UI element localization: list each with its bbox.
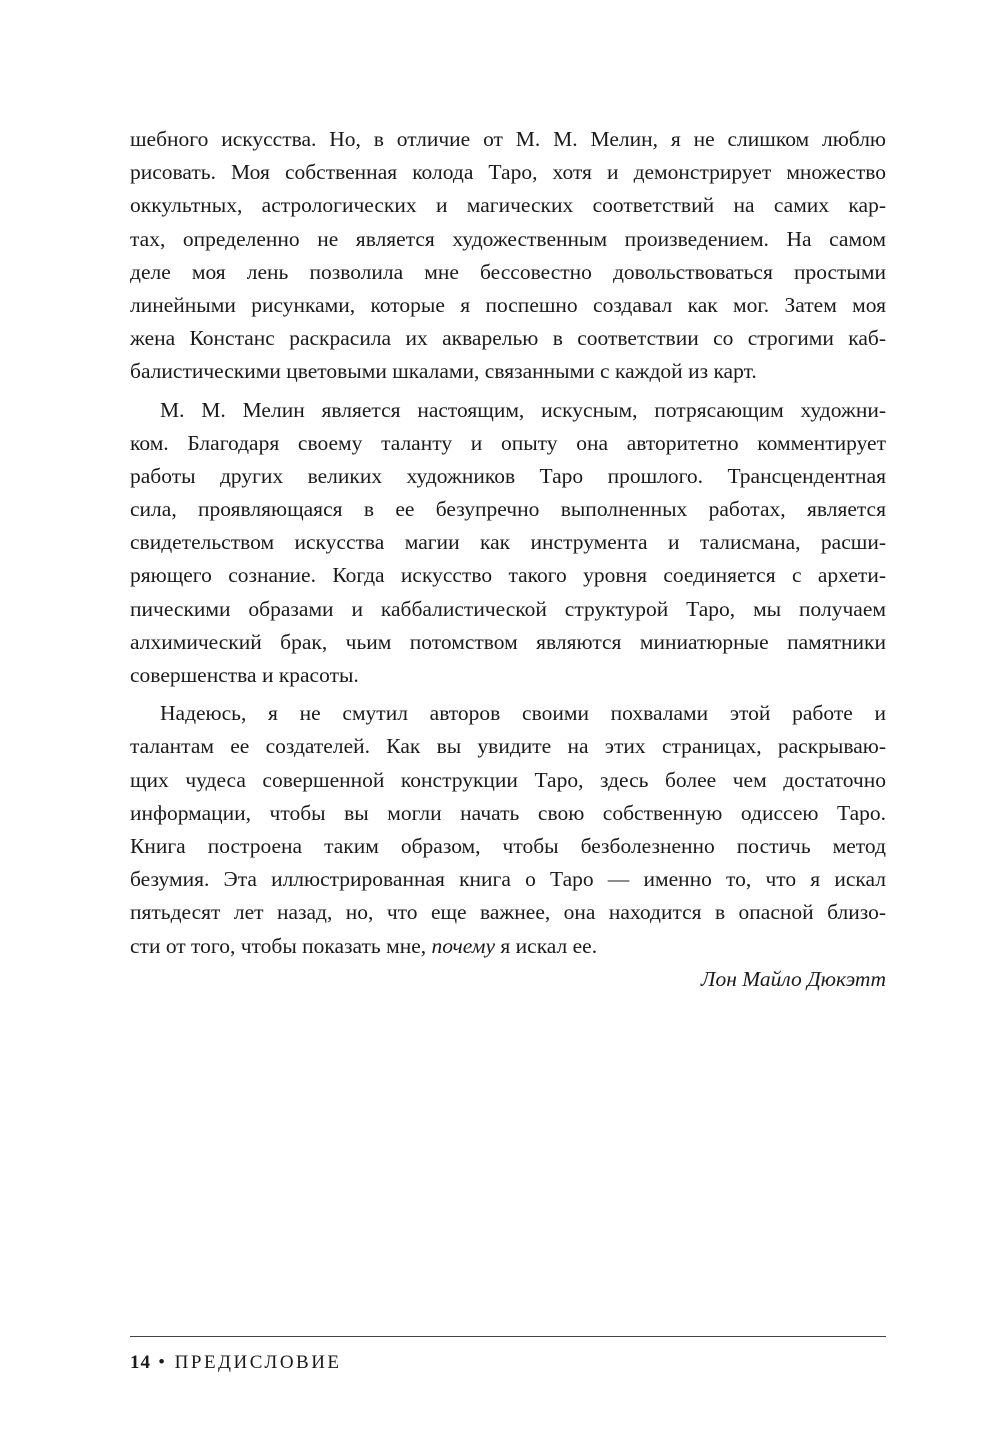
text-line: работы других великих художников Таро прошлого. Трансцендентная (130, 463, 886, 488)
section-title: ПРЕДИСЛОВИЕ (174, 1352, 342, 1373)
text-line: щих чудеса совершенной конструкции Таро, здесь более чем достаточно (130, 767, 886, 792)
paragraph (130, 123, 886, 389)
text-line: линейными рисунками, которые я поспешно создавал как мог. Затем моя (130, 292, 886, 317)
text-line: сила, проявляющаяся в ее безупречно выполненных работах, является (130, 497, 886, 522)
body-text (130, 123, 886, 1001)
text-line: пическими образами и каббалистической структурой Таро, мы получаем (130, 596, 886, 621)
text-line: деле моя лень позволила мне бессовестно довольствоваться простыми (130, 259, 886, 284)
page-number: 14 (130, 1352, 151, 1373)
text-line: Надеюсь, я не смутил авторов своими похвалами этой работе и (160, 701, 886, 726)
text-line: Книга построена таким образом, чтобы безболезненно постичь метод (130, 833, 886, 858)
paragraph (130, 697, 886, 996)
text-fragment: я искал ее. (495, 933, 598, 958)
text-line: безумия. Эта иллюстрированная книга о Таро — именно то, что я искал (130, 867, 886, 892)
text-line: талантам ее создателей. Как вы увидите на этих страницах, раскрываю- (130, 734, 886, 759)
text-line: свидетельством искусства магии как инструмента и талисмана, расши- (130, 530, 886, 555)
text-line: ряющего сознание. Когда искусство такого уровня соединяется с архети- (130, 563, 886, 588)
author-signature: Лон Майло Дюкэтт (700, 966, 886, 991)
text-line: балистическими цветовыми шкалами, связанными с каждой из карт. (130, 359, 757, 384)
text-line: алхимический брак, чьим потомством являются миниатюрные памятники (130, 629, 886, 654)
footer-rule (130, 1336, 886, 1337)
text-line: жена Констанс раскрасила их акварелью в соответствии со строгими каб- (130, 326, 886, 351)
running-footer (130, 1352, 342, 1374)
text-line: М. М. Мелин является настоящим, искусным, потрясающим художни- (160, 397, 886, 422)
paragraph (130, 394, 886, 693)
footer-separator: • (158, 1352, 168, 1373)
text-line: совершенства и красоты. (130, 663, 359, 687)
emphasized-word: почему (431, 933, 495, 958)
text-line: пятьдесят лет назад, но, что еще важнее, она находится в опасной близо- (130, 900, 886, 925)
text-line: оккультных, астрологических и магических соответствий на самих кар- (130, 193, 886, 218)
text-line: рисовать. Моя собственная колода Таро, хотя и демонстрирует множество (130, 160, 886, 185)
text-line (130, 930, 886, 963)
text-line: шебного искусства. Но, в отличие от М. М. Мелин, я не слишком люблю (130, 127, 886, 151)
text-line: тах, определенно не является художественным произведением. На самом (130, 226, 886, 251)
text-line: ком. Благодаря своему таланту и опыту она авторитетно комментирует (130, 430, 886, 455)
text-line: информации, чтобы вы могли начать свою собственную одиссею Таро. (130, 800, 886, 825)
text-fragment: сти от того, чтобы показать мне, (130, 933, 432, 958)
